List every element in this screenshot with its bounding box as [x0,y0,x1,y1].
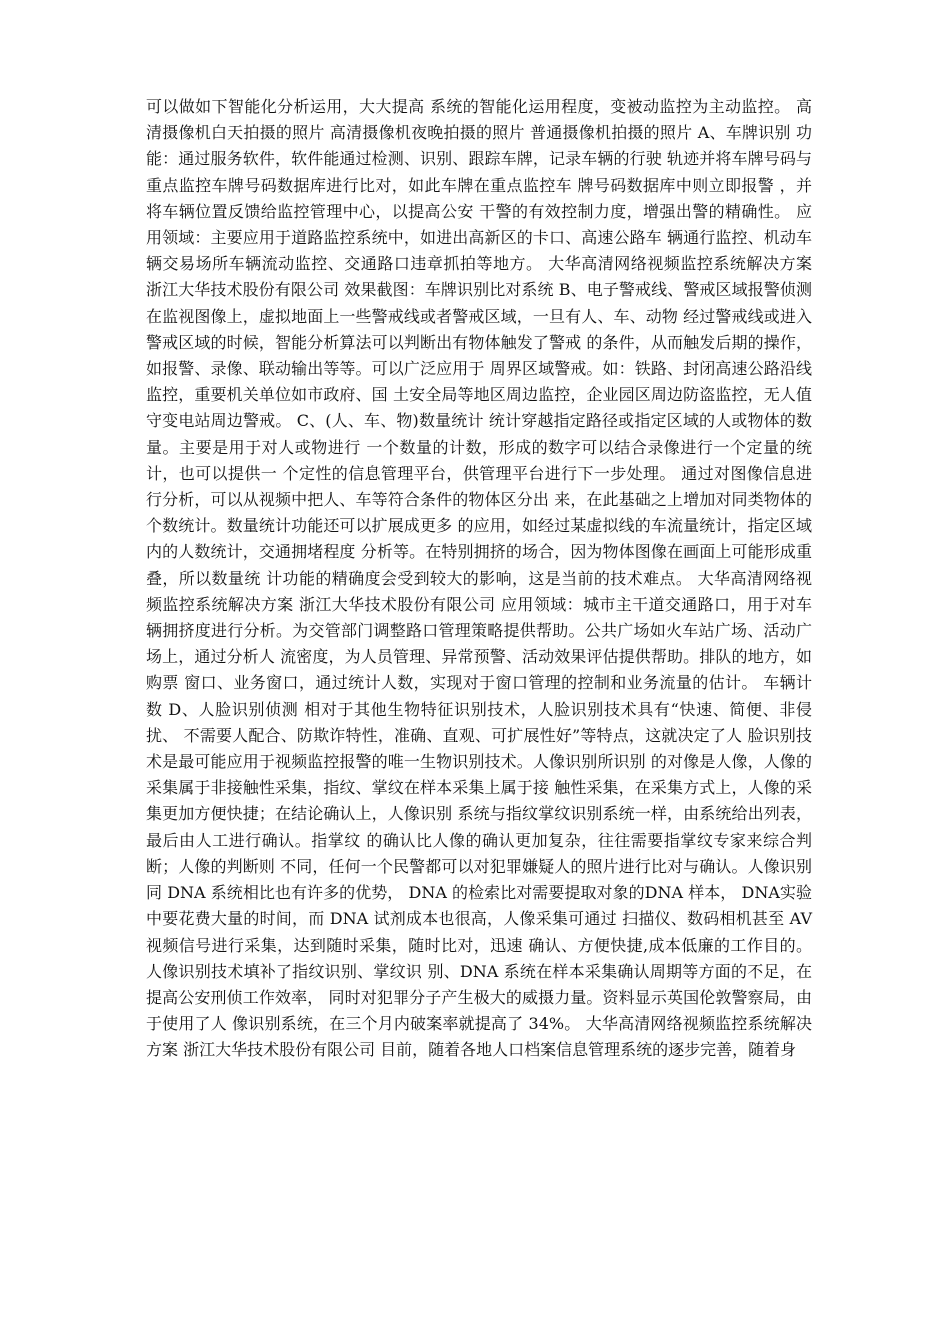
body-text: 可以做如下智能化分析运用，大大提高 系统的智能化运用程度，变被动监控为主动监控。 高清摄像机白天拍摄的照片 高清摄像机夜晚拍摄的照片 普通摄像机拍摄的照片 A、车牌识别 功能：通过服务软件，软件能通过检测、识别、跟踪车牌，记录车辆的行驶 轨迹并将车牌号码与重点监控车牌号码数据库进行比对，如此车牌在重点监控车 牌号码数据库中则立即报警 ，并将车辆位置反馈给监控管理中心，以提高公安 干警的有效控制力度，增强出警的精确性。 应用领域：主要应用于道路监控系统中，如进出高新区的卡口、高速公路车 辆通行监控、机动车辆交易场所车辆流动监控、交通路口违章抓拍等地方。 大华高清网络视频监控系统解决方案 浙江大华技术股份有限公司 效果截图：车牌识别比对系统 B、电子警戒线、警戒区域报警侦测 在监视图像上，虚拟地面上一些警戒线或者警戒区域，一旦有人、车、动物 经过警戒线或进入警戒区域的时候，智能分析算法可以判断出有物体触发了警戒 的条件，从而触发后期的操作，如报警、录像、联动输出等等。可以广泛应用于 周界区域警戒。如：铁路、封闭高速公路沿线监控，重要机关单位如市政府、国 土安全局等地区周边监控，企业园区周边防盗监控，无人值守变电站周边警戒。 C、(人、车、物)数量统计 统计穿越指定路径或指定区域的人或物体的数量。主要是用于对人或物进行 一个数量的计数，形成的数字可以结合录像进行一个定量的统计，也可以提供一 个定性的信息管理平台，供管理平台进行下一步处理。 通过对图像信息进行分析，可以从视频中把人、车等符合条件的物体区分出 来，在此基础之上增加对同类物体的个数统计。数量统计功能还可以扩展成更多 的应用，如经过某虚拟线的车流量统计，指定区域内的人数统计，交通拥堵程度 分析等。在特别拥挤的场合，因为物体图像在画面上可能形成重叠，所以数量统 计功能的精确度会受到较大的影响，这是当前的技术难点。 大华高清网络视频监控系统解决方案 浙江大华技术股份有限公司 应用领域：城市主干道交通路口，用于对车辆拥挤度进行分析。为交管部门调整路口管理策略提供帮助。公共广场如火车站广场、活动广场上，通过分析人 流密度，为人员管理、异常预警、活动效果评估提供帮助。排队的地方，如购票 窗口、业务窗口，通过统计人数，实现对于窗口管理的控制和业务流量的估计。 车辆计数 D、人脸识别侦测 相对于其他生物特征识别技术，人脸识别技术具有“快速、简便、非侵扰、 不需要人配合、防欺诈特性，准确、直观、可扩展性好”等特点，这就决定了人 脸识别技术是最可能应用于视频监控报警的唯一生物识别技术。人像识别所识别 的对像是人像，人像的采集属于非接触性采集，指纹、掌纹在样本采集上属于接 触性采集，在采集方式上，人像的采集更加方便快捷；在结论确认上，人像识别 系统与指纹掌纹识别系统一样，由系统给出列表，最后由人工进行确认。指掌纹 的确认比人像的确认更加复杂，往往需要指掌纹专家来综合判断；人像的判断则 不同，任何一个民警都可以对犯罪嫌疑人的照片进行比对与确认。人像识别同 DNA 系统相比也有许多的优势， DNA 的检索比对需要提取对象的DNA 样本， DNA实验中要花费大量的时间，而 DNA 试剂成本也很高，人像采集可通过 扫描仪、数码相机甚至 AV 视频信号进行采集，达到随时采集，随时比对，迅速 确认、方便快捷,成本低廉的工作目的。人像识别技术填补了指纹识别、掌纹识 别、DNA 系统在样本采集确认周期等方面的不足，在提高公安刑侦工作效率， 同时对犯罪分子产生极大的威摄力量。资料显示英国伦敦警察局，由于使用了人 像识别系统，在三个月内破案率就提高了 34%。 大华高清网络视频监控系统解决方案 浙江大华技术股份有限公司 目前，随着各地人口档案信息管理系统的逐步完善，随着身 [146,97,812,1060]
